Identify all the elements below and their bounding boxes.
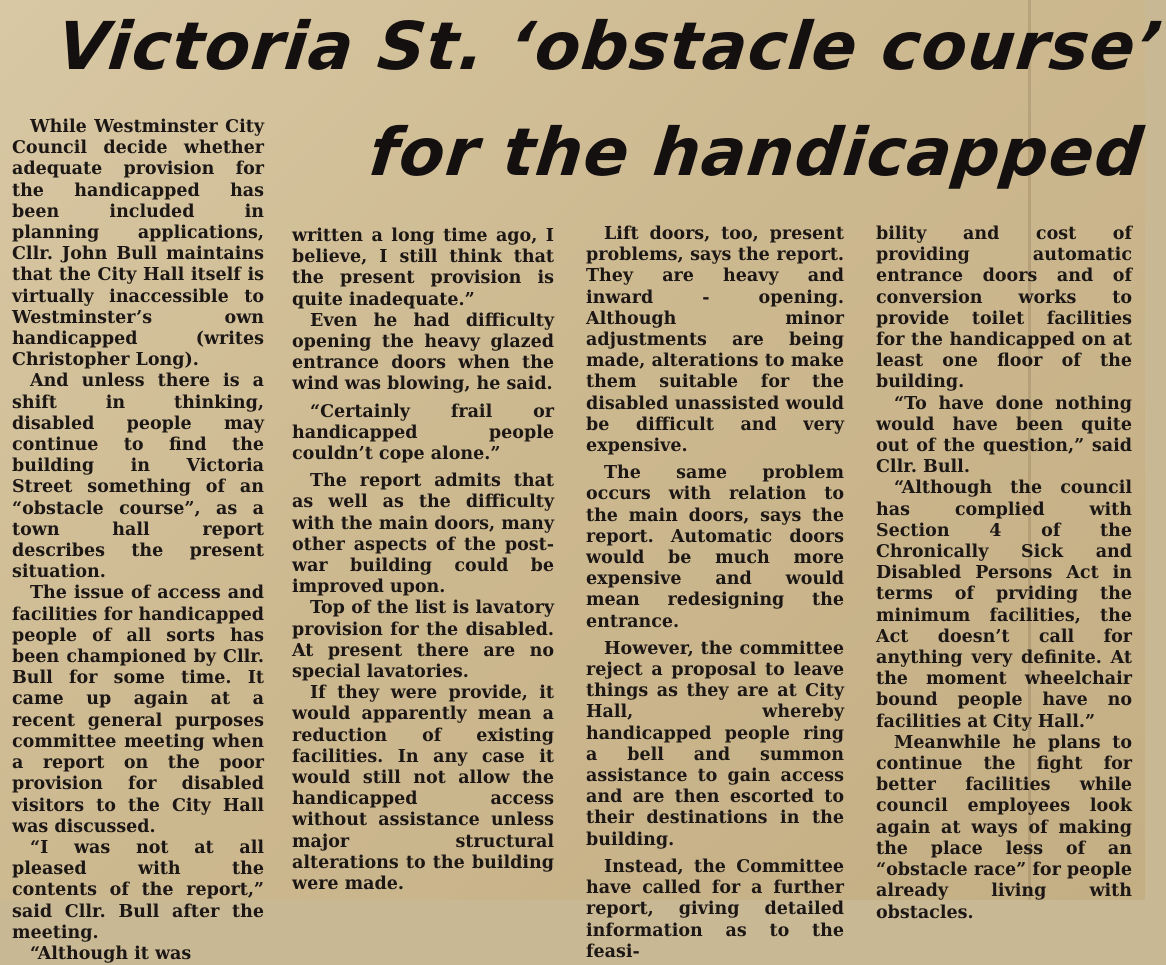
paragraph: However, the committee reject a proposal to leave things as they are at City Hall, whereby handicapped people ring a bell and summon assistance to gain access and are then escorted to their destinations in the building. <box>586 638 844 850</box>
paragraph: Top of the list is lavatory provision for the disabled. At present there are no special lavatories. <box>292 598 554 683</box>
article-column-2 <box>292 226 554 895</box>
paragraph: Lift doors, too, present problems, says the report. They are heavy and inward - opening. Although minor adjustments are being made, alterations to make them suitable for the disabled unassisted would be difficult and very expensive. <box>586 224 844 457</box>
paragraph: “To have done nothing would have been quite out of the question,” said Cllr. Bull. <box>876 393 1132 478</box>
paragraph: “Certainly frail or handicapped people couldn’t cope alone.” <box>292 401 554 465</box>
paragraph: “I was not at all pleased with the contents of the report,” said Cllr. Bull after the meeting. <box>12 837 264 943</box>
paragraph: The issue of access and facilities for handicapped people of all sorts has been championed by Cllr. Bull for some time. It came up again at a recent general purposes committee meeting when a report on the poor provision for disabled visitors to the City Hall was discussed. <box>12 583 264 837</box>
paragraph: bility and cost of providing automatic entrance doors and of conversion works to provide toilet facilities for the handicapped on at least one floor of the building. <box>876 224 1132 393</box>
paragraph: Instead, the Committee have called for a further report, giving detailed information as to the feasi- <box>586 856 844 962</box>
article-column-1 <box>12 117 264 965</box>
paragraph: While Westminster City Council decide whether adequate provision for the handicapped has been included in planning applications, Cllr. John Bull maintains that the City Hall itself is virtually inaccessible to Westminster’s own handicapped (writes Christopher Long). <box>12 117 264 371</box>
paragraph: And unless there is a shift in thinking, disabled people may continue to find the building in Victoria Street something of an “obstacle course”, as a town hall report describes the present situation. <box>12 371 264 583</box>
paragraph: If they were provide, it would apparently mean a reduction of existing facilities. In any case it would still not allow the handicapped access without assistance unless major structural alterations to the building were made. <box>292 683 554 895</box>
headline-line-2: for the handicapped <box>365 114 1148 191</box>
headline-line-1: Victoria St. ‘obstacle course’ <box>53 8 1166 85</box>
paragraph: Even he had difficulty opening the heavy glazed entrance doors when the wind was blowing, he said. <box>292 310 554 395</box>
article-column-3 <box>586 224 844 963</box>
article-column-4 <box>876 224 1132 924</box>
paragraph: Meanwhile he plans to continue the fight for better facilities while council employees look again at ways of making the place less of an “obstacle race” for people already living with obstacles. <box>876 732 1132 923</box>
paragraph: The same problem occurs with relation to the main doors, says the report. Automatic doors would be much more expensive and would mean redesigning the entrance. <box>586 463 844 632</box>
paragraph: The report admits that as well as the difficulty with the main doors, many other aspects of the post-war building could be improved upon. <box>292 471 554 598</box>
paragraph: “Although it was <box>30 943 192 964</box>
paragraph: written a long time ago, I believe, I still think that the present provision is quite inadequate.” <box>292 226 554 310</box>
paragraph: “Although the council has complied with Section 4 of the Chronically Sick and Disabled Persons Act in terms of prviding the minimum facilities, the Act doesn’t call for anything very definite. At the moment wheelchair bound people have no facilities at City Hall.” <box>876 478 1132 732</box>
